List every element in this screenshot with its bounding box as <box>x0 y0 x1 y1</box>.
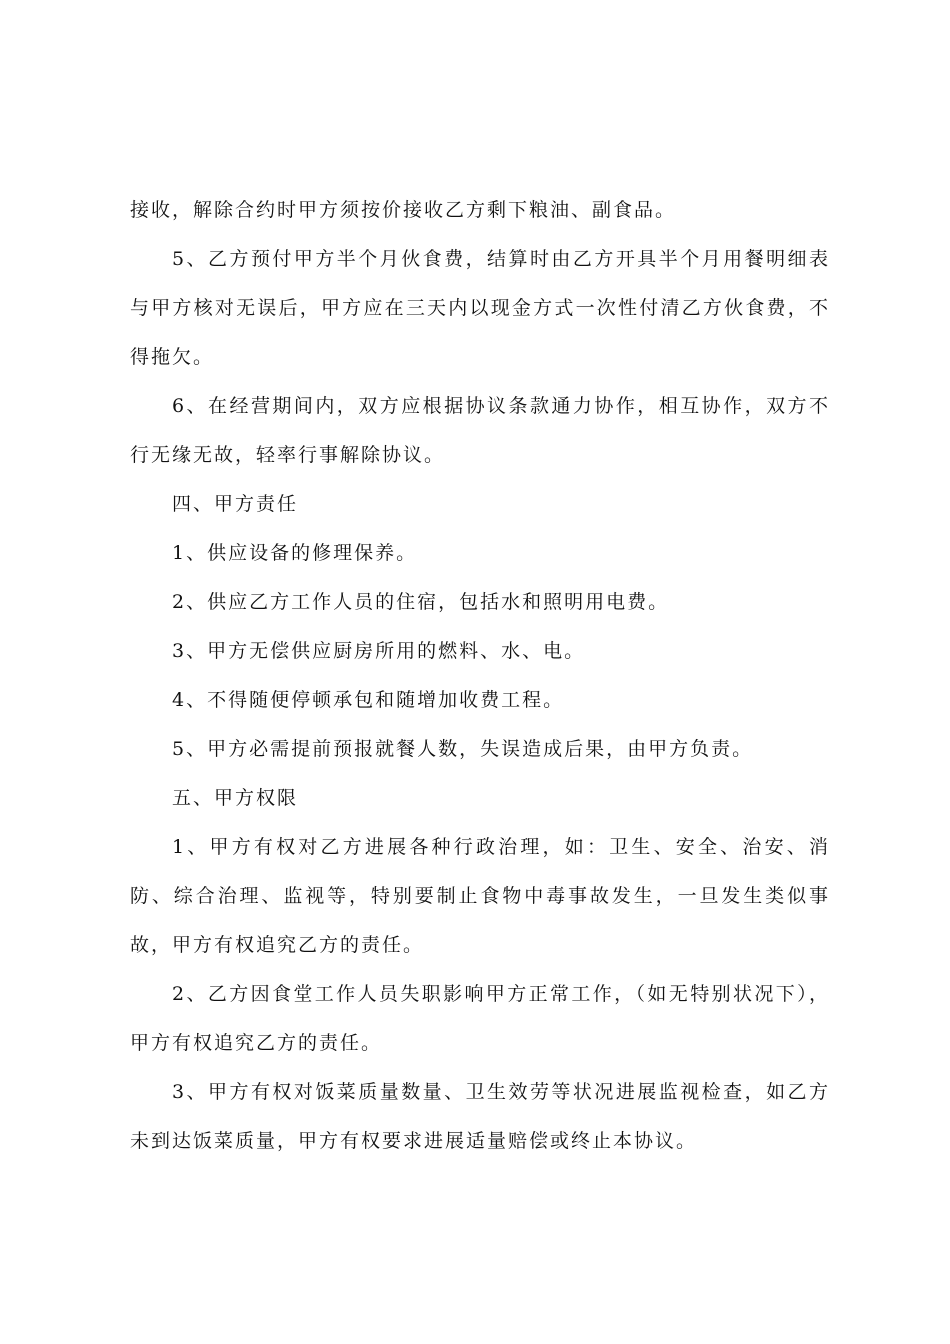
paragraph-rights-3: 3、甲方有权对饭菜质量数量、卫生效劳等状况进展监视检查，如乙方未到达饭菜质量，甲方有权要求进展适量赔偿或终止本协议。 <box>130 1081 830 1152</box>
paragraph-rights-1: 1、甲方有权对乙方进展各种行政治理，如：卫生、安全、治安、消防、综合治理、监视等，特别要制止食物中毒事故发生，一旦发生类似事故，甲方有权追究乙方的责任。 <box>130 836 830 956</box>
paragraph-clause-5-prepayment: 5、乙方预付甲方半个月伙食费，结算时由乙方开具半个月用餐明细表与甲方核对无误后，甲方应在三天内以现金方式一次性付清乙方伙食费，不得拖欠。 <box>130 248 830 368</box>
paragraph-responsibility-1: 1、供应设备的修理保养。 <box>172 542 418 564</box>
section-heading-party-a-responsibility: 四、甲方责任 <box>172 493 299 515</box>
paragraph-continuation: 接收，解除合约时甲方须按价接收乙方剩下粮油、副食品。 <box>130 199 677 221</box>
document-body <box>130 186 830 1166</box>
paragraph-responsibility-2: 2、供应乙方工作人员的住宿，包括水和照明用电费。 <box>172 591 670 613</box>
paragraph-responsibility-4: 4、不得随便停顿承包和随增加收费工程。 <box>172 689 565 711</box>
paragraph-clause-6-cooperation: 6、在经营期间内，双方应根据协议条款通力协作，相互协作，双方不行无缘无故，轻率行事解除协议。 <box>130 395 830 466</box>
section-heading-party-a-rights: 五、甲方权限 <box>172 787 299 809</box>
paragraph-rights-2: 2、乙方因食堂工作人员失职影响甲方正常工作，（如无特别状况下），甲方有权追究乙方的责任。 <box>130 983 830 1054</box>
paragraph-responsibility-5: 5、甲方必需提前预报就餐人数，失误造成后果，由甲方负责。 <box>172 738 754 760</box>
paragraph-responsibility-3: 3、甲方无偿供应厨房所用的燃料、水、电。 <box>172 640 586 662</box>
